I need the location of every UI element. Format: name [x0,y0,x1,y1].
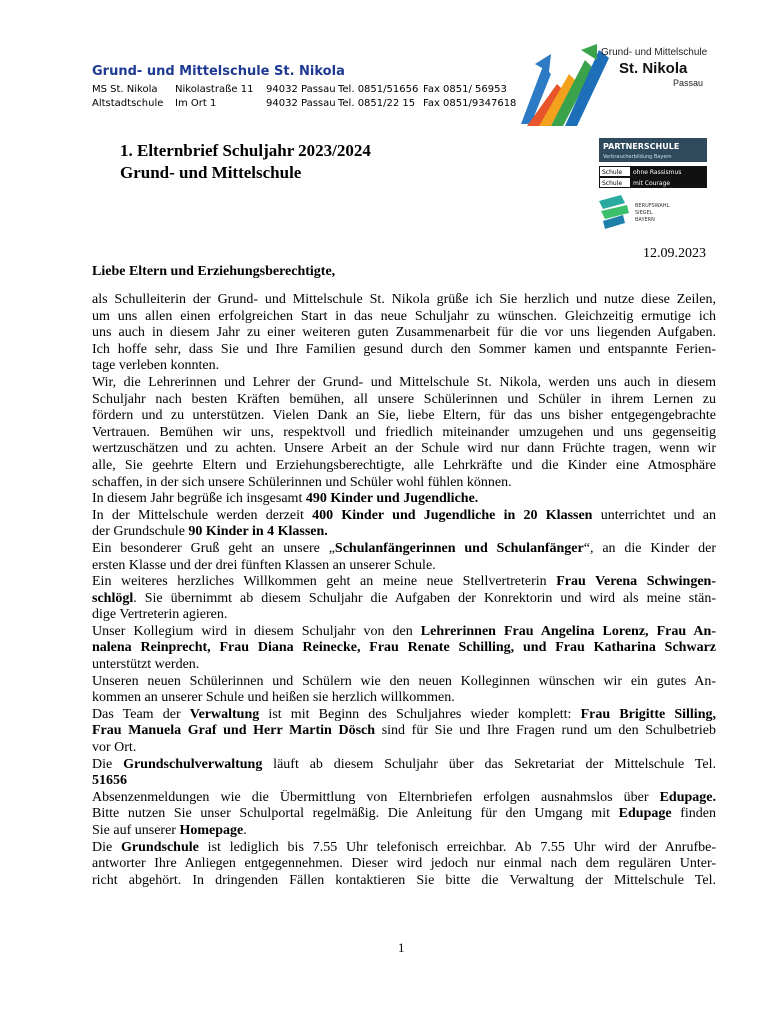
school-logo [521,44,717,126]
telephone: Tel. 0851/51656 [338,84,419,95]
body-line [92,806,716,823]
body-line [92,690,716,707]
bold-text: Frau Verena Schwingen- [556,574,716,590]
partnerschule-badge [599,138,707,162]
bold-text: Edupage. [659,789,716,805]
street: Im Ort 1 [175,98,217,109]
body-line [92,541,716,558]
body-line [92,508,716,525]
text-run: vor Ort. [92,740,137,756]
text-run: Vertrauen. Bemühen wir uns, respektvoll und friedlich miteinander umzugehen und uns gegenseitig [92,424,716,440]
body-line [92,624,716,641]
body-line [92,873,716,890]
text-run: Unseren neuen Schülerinnen und Schülern wie den neuen Kolleginnen wünschen wir ein gutes An- [92,673,716,689]
body-line [92,408,716,425]
partnerschule-subtitle: Verbraucherbildung Bayern [603,154,672,160]
text-run: um uns allen einen erfolgreichen Start in das neue Schuljahr zu wünschen. Gleichzeitig ermutige ich [92,308,716,324]
partnerschule-title: PARTNERSCHULE [603,142,680,151]
text-run: “, an die Kinder der [583,540,716,556]
body-line [92,292,716,309]
body-line [92,856,716,873]
bold-text: 90 Kinder in 4 Klassen. [188,524,328,540]
body-line [92,524,716,541]
bold-text: Frau Manuela Graf und Herr Martin Dösch [92,723,376,739]
bold-text: Edupage [618,806,672,822]
text-run: Schuljahr nach besten Kräften bemühen, all unsere Schülerinnen und Schüler in ihrem Lernen zu [92,391,716,407]
sor-word-d: mit Courage [633,180,671,187]
bold-text: 400 Kinder und Jugendliche in 20 Klassen [312,507,593,523]
title-line-2: Grund- und Mittelschule [120,163,302,182]
body-line [92,657,716,674]
body-line [92,674,716,691]
text-run: antworter Ihre Anliegen entgegennehmen. Dieser wird jedoch nur einmal nach dem regulären Unter- [92,856,716,872]
text-run: unterrichtet und an [592,507,716,523]
bold-text: schlögl [92,590,134,606]
body-line [92,640,716,657]
city: 94032 Passau [266,98,336,109]
body-line [92,375,716,392]
text-run: ersten Klasse und der drei fünften Klassen an unserer Schule. [92,557,436,573]
text-run: läuft ab diesem Schuljahr über das Sekretariat der Mittelschule Tel. [262,756,716,772]
sor-word-c: Schule [602,180,623,187]
text-run: Ein weiteres herzliches Willkommen geht an meine neue Stellvertreterin [92,574,557,590]
body-line [92,574,716,591]
page-number: 1 [398,940,405,955]
body-line [92,458,716,475]
site-name: Altstadtschule [92,98,164,109]
text-run: dige Vertreterin agieren. [92,607,228,623]
text-run: Die [92,756,124,772]
text-run: alle, Sie geehrte Eltern und Erziehungsberechtigte, alle Lehrkräfte und die Kinder eine Atmosphäre [92,457,716,473]
body-line [92,723,716,740]
body-line [92,840,716,857]
city: 94032 Passau [266,84,336,95]
text-run: Absenzenmeldungen wie die Übermittlung von Elternbriefen erfolgen ausnahmslos über [92,789,660,805]
text-run: kommen an unserer Schule und heißen sie herzlich willkommen. [92,690,455,706]
text-run: Das Team der [92,706,190,722]
letter-body [92,292,716,889]
text-run: unterstützt werden. [92,657,200,673]
text-run: Wir, die Lehrerinnen und Lehrer der Grund- und Mittelschule St. Nikola, werden uns auch in diesem [92,374,716,390]
text-run: schaffen, in der sich unsere Schülerinnen und Schüler wohl fühlen können. [92,474,512,490]
text-run: uns auch in diesem Jahr zu einer weiteren guten Zusammenarbeit für die vor uns liegenden Aufgaben. [92,325,716,341]
logo-line3: Passau [673,78,704,88]
body-line [92,325,716,342]
body-line [92,707,716,724]
text-run: ist mit Beginn des Schuljahres wieder komplett: [259,706,581,722]
site-name: MS St. Nikola [92,84,158,95]
text-run: finden [671,806,716,822]
body-line [92,773,716,790]
text-run: als Schulleiterin der Grund- und Mittelschule St. Nikola grüße ich Sie herzlich und nutze diese Zeilen, [92,292,716,307]
body-line [92,342,716,359]
text-run: Bitte nutzen Sie unser Schulportal regelmäßig. Die Anleitung für den Umgang mit [92,806,619,822]
berufswahl-l1: BERUFSWAHL [635,203,670,209]
berufswahl-l3: BAYERN [635,217,655,223]
sor-word-a: Schule [602,169,623,176]
bold-text: Grundschule [121,839,199,855]
text-run: Unser Kollegium wird in diesem Schuljahr von den [92,623,421,639]
bold-text: Schulanfängerinnen und Schulanfänger [334,540,584,556]
street: Nikolastraße 11 [175,84,254,95]
text-run: Ich hoffe sehr, dass Sie und Ihre Familien gesund durch den Sommer kamen und entspannte Ferien- [92,341,716,357]
body-line [92,358,716,375]
body-line [92,790,716,807]
body-line [92,757,716,774]
bold-text: Frau Brigitte Silling, [580,706,716,722]
fax: Fax 0851/ 56953 [423,84,507,95]
greeting: Liebe Eltern und Erziehungsberechtigte, [92,264,336,279]
text-run: wertzuschätzen und zu achten. Unsere Arbeit an der Schule wird nur dann Früchte tragen, wenn wir [92,441,716,457]
bold-text: 490 Kinder und Jugendliche. [305,491,479,507]
letter-title [120,140,371,184]
body-line [92,475,716,492]
telephone: Tel. 0851/22 15 [338,98,416,109]
bold-text: Homepage [179,823,244,838]
body-line [92,441,716,458]
body-line [92,740,716,757]
body-line [92,591,716,608]
text-run: . Sie übernimmt ab diesem Schuljahr die Aufgaben der Konrektorin und wird als meine stän- [133,590,716,606]
bold-text: 51656 [92,773,127,789]
body-line [92,558,716,575]
school-name: Grund- und Mittelschule St. Nikola [92,64,345,79]
fax: Fax 0851/9347618 [423,98,517,109]
text-run: richt abgehört. In dringenden Fällen kontaktieren Sie bitte die Verwaltung der Mittelschule Tel. [92,872,716,888]
body-line [92,392,716,409]
text-run: . [243,823,247,838]
text-run: der Grundschule [92,524,189,540]
text-run: tage verleben konnten. [92,358,220,374]
bold-text: Grundschulverwaltung [123,756,263,772]
bold-text: Verwaltung [189,706,260,722]
text-run: Die [92,839,122,855]
text-run: In der Mittelschule werden derzeit [92,507,313,523]
title-line-1: 1. Elternbrief Schuljahr 2023/2024 [120,141,371,160]
body-line [92,607,716,624]
text-run: sind für Sie und Ihre Fragen rund um den Schulbetrieb [375,723,716,739]
logo-line1: Grund- und Mittelschule [601,47,708,58]
text-run: Sie auf unserer [92,823,180,838]
body-line [92,823,716,840]
bold-text: Lehrerinnen Frau Angelina Lorenz, Frau An- [420,623,716,639]
bold-text: nalena Reinprecht, Frau Diana Reinecke, Frau Renate Schilling, und Frau Katharina Schwarz [92,640,716,656]
body-line [92,309,716,326]
berufswahl-siegel-badge [599,195,707,229]
text-run: ist lediglich bis 7.55 Uhr telefonisch erreichbar. Ab 7.55 Uhr wird der Anrufbe- [198,839,716,855]
text-run: In diesem Jahr begrüße ich insgesamt [92,491,306,507]
body-line [92,425,716,442]
body-line [92,491,716,508]
berufswahl-l2: SIEGEL [635,210,653,216]
sor-word-b: ohne Rassismus [633,169,682,176]
letter-date: 12.09.2023 [643,246,706,261]
text-run: fördern und zu unterstützen. Vielen Dank an Sie, liebe Eltern, für das uns bisher entgegengebrachte [92,408,716,424]
text-run: Ein besonderer Gruß geht an unsere „ [92,540,335,556]
logo-line2: St. Nikola [619,60,688,77]
schule-ohne-rassismus-badge [599,166,707,188]
